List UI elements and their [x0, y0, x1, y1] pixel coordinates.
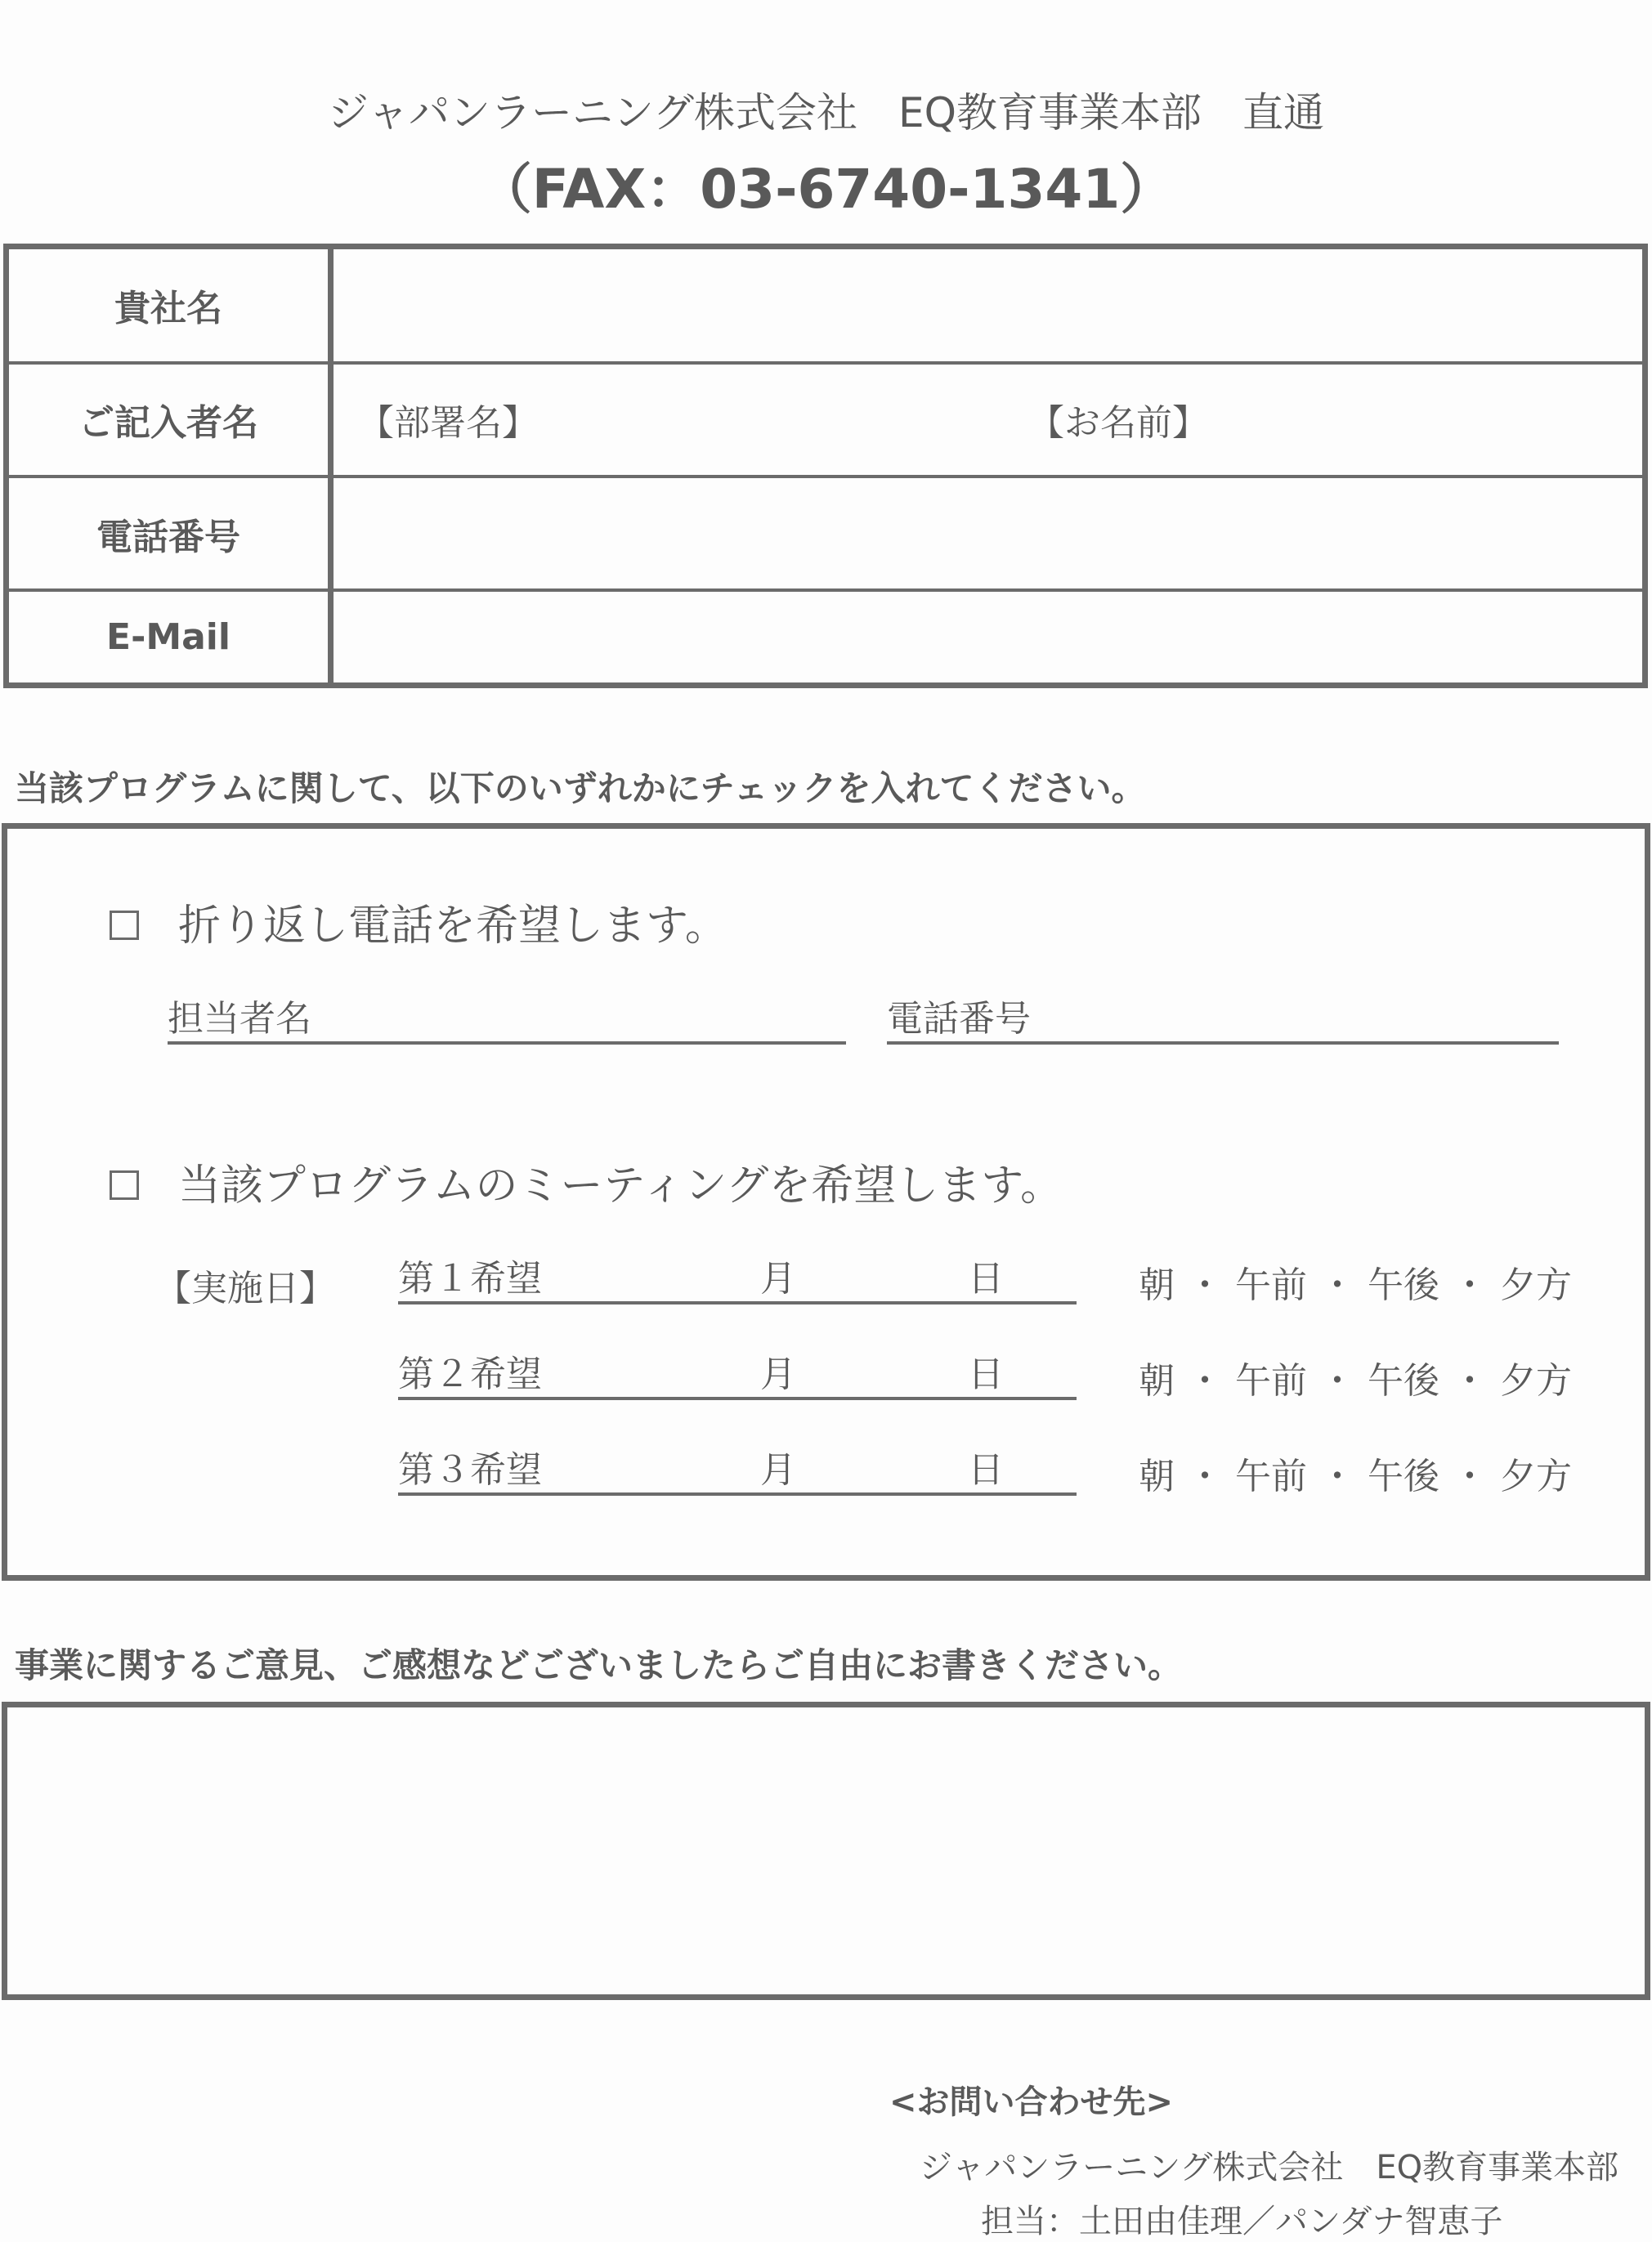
time-choice-group — [1139, 1255, 1572, 1308]
comments-box[interactable] — [2, 1702, 1650, 2000]
time-option-am[interactable]: 午前 — [1235, 1264, 1307, 1306]
company-name-field[interactable] — [331, 247, 1645, 363]
separator: ・ — [1187, 1360, 1223, 1402]
separator: ・ — [1187, 1456, 1223, 1497]
month-label: 月 — [760, 1258, 796, 1300]
separator: ・ — [1452, 1264, 1488, 1306]
program-instruction: 当該プログラムに関して、以下のいずれかにチェックを入れてください。 — [15, 768, 1146, 808]
inquiry-contact: 担当：土田由佳理／パンダナ智恵子 — [981, 2203, 1503, 2240]
separator: ・ — [1452, 1360, 1488, 1402]
separator: ・ — [1319, 1456, 1355, 1497]
separator: ・ — [1319, 1360, 1355, 1402]
day-label: 日 — [968, 1258, 1004, 1300]
month-label: 月 — [760, 1354, 796, 1395]
phone-number-label: 電話番号 — [7, 477, 331, 590]
time-option-pm[interactable]: 午後 — [1368, 1360, 1439, 1402]
time-option-morning[interactable]: 朝 — [1139, 1264, 1175, 1306]
preference-label: 第３希望 — [398, 1449, 542, 1491]
separator: ・ — [1187, 1264, 1223, 1306]
email-field[interactable] — [331, 590, 1645, 685]
inquiry-title: <お問い合わせ先> — [889, 2083, 1174, 2121]
contact-phone-label: 電話番号 — [887, 998, 1031, 1040]
time-option-am[interactable]: 午前 — [1235, 1456, 1307, 1497]
time-option-morning[interactable]: 朝 — [1139, 1360, 1175, 1402]
contact-info-table — [3, 244, 1648, 688]
preference-label: 第１希望 — [398, 1258, 542, 1300]
person-name-placeholder: 【お名前】 — [1028, 402, 1208, 445]
option-callback[interactable] — [110, 891, 728, 952]
implementation-date-label: 【実施日】 — [155, 1268, 335, 1309]
day-label: 日 — [968, 1449, 1004, 1491]
time-option-am[interactable]: 午前 — [1235, 1360, 1307, 1402]
time-choice-group — [1139, 1351, 1572, 1403]
time-option-morning[interactable]: 朝 — [1139, 1456, 1175, 1497]
preference-row[interactable] — [398, 1345, 1077, 1400]
inquiry-company: ジャパンラーニング株式会社 EQ教育事業本部 — [920, 2149, 1619, 2186]
time-option-evening[interactable]: 夕方 — [1500, 1360, 1572, 1402]
preference-row[interactable] — [398, 1249, 1077, 1304]
time-choice-group — [1139, 1447, 1572, 1499]
header-fax-number: （FAX：03-6740-1341） — [477, 158, 1175, 221]
company-name-label: 貴社名 — [7, 247, 331, 363]
email-label: E-Mail — [7, 590, 331, 685]
separator: ・ — [1452, 1456, 1488, 1497]
writer-name-label: ご記入者名 — [7, 363, 331, 477]
department-placeholder: 【部署名】 — [358, 402, 538, 445]
meeting-option-label: 当該プログラムのミーティングを希望します。 — [178, 1161, 1063, 1211]
time-option-pm[interactable]: 午後 — [1368, 1456, 1439, 1497]
time-option-evening[interactable]: 夕方 — [1500, 1264, 1572, 1306]
month-label: 月 — [760, 1449, 796, 1491]
preference-row[interactable] — [398, 1440, 1077, 1496]
day-label: 日 — [968, 1354, 1004, 1395]
comments-instruction: 事業に関するご意見、ご感想などございましたらご自由にお書きください。 — [15, 1645, 1183, 1685]
separator: ・ — [1319, 1264, 1355, 1306]
phone-number-field[interactable] — [331, 477, 1645, 590]
preference-label: 第２希望 — [398, 1354, 542, 1395]
writer-name-field[interactable] — [331, 363, 1645, 477]
callback-checkbox[interactable] — [110, 911, 139, 940]
contact-phone-field[interactable] — [887, 989, 1559, 1045]
meeting-checkbox[interactable] — [110, 1170, 139, 1200]
contact-person-label: 担当者名 — [168, 998, 311, 1040]
time-option-evening[interactable]: 夕方 — [1500, 1456, 1572, 1497]
header-company-line: ジャパンラーニング株式会社 EQ教育事業本部 直通 — [328, 89, 1324, 136]
contact-person-field[interactable] — [168, 989, 846, 1045]
callback-option-label: 折り返し電話を希望します。 — [178, 902, 728, 951]
time-option-pm[interactable]: 午後 — [1368, 1264, 1439, 1306]
option-meeting[interactable] — [110, 1151, 1063, 1212]
